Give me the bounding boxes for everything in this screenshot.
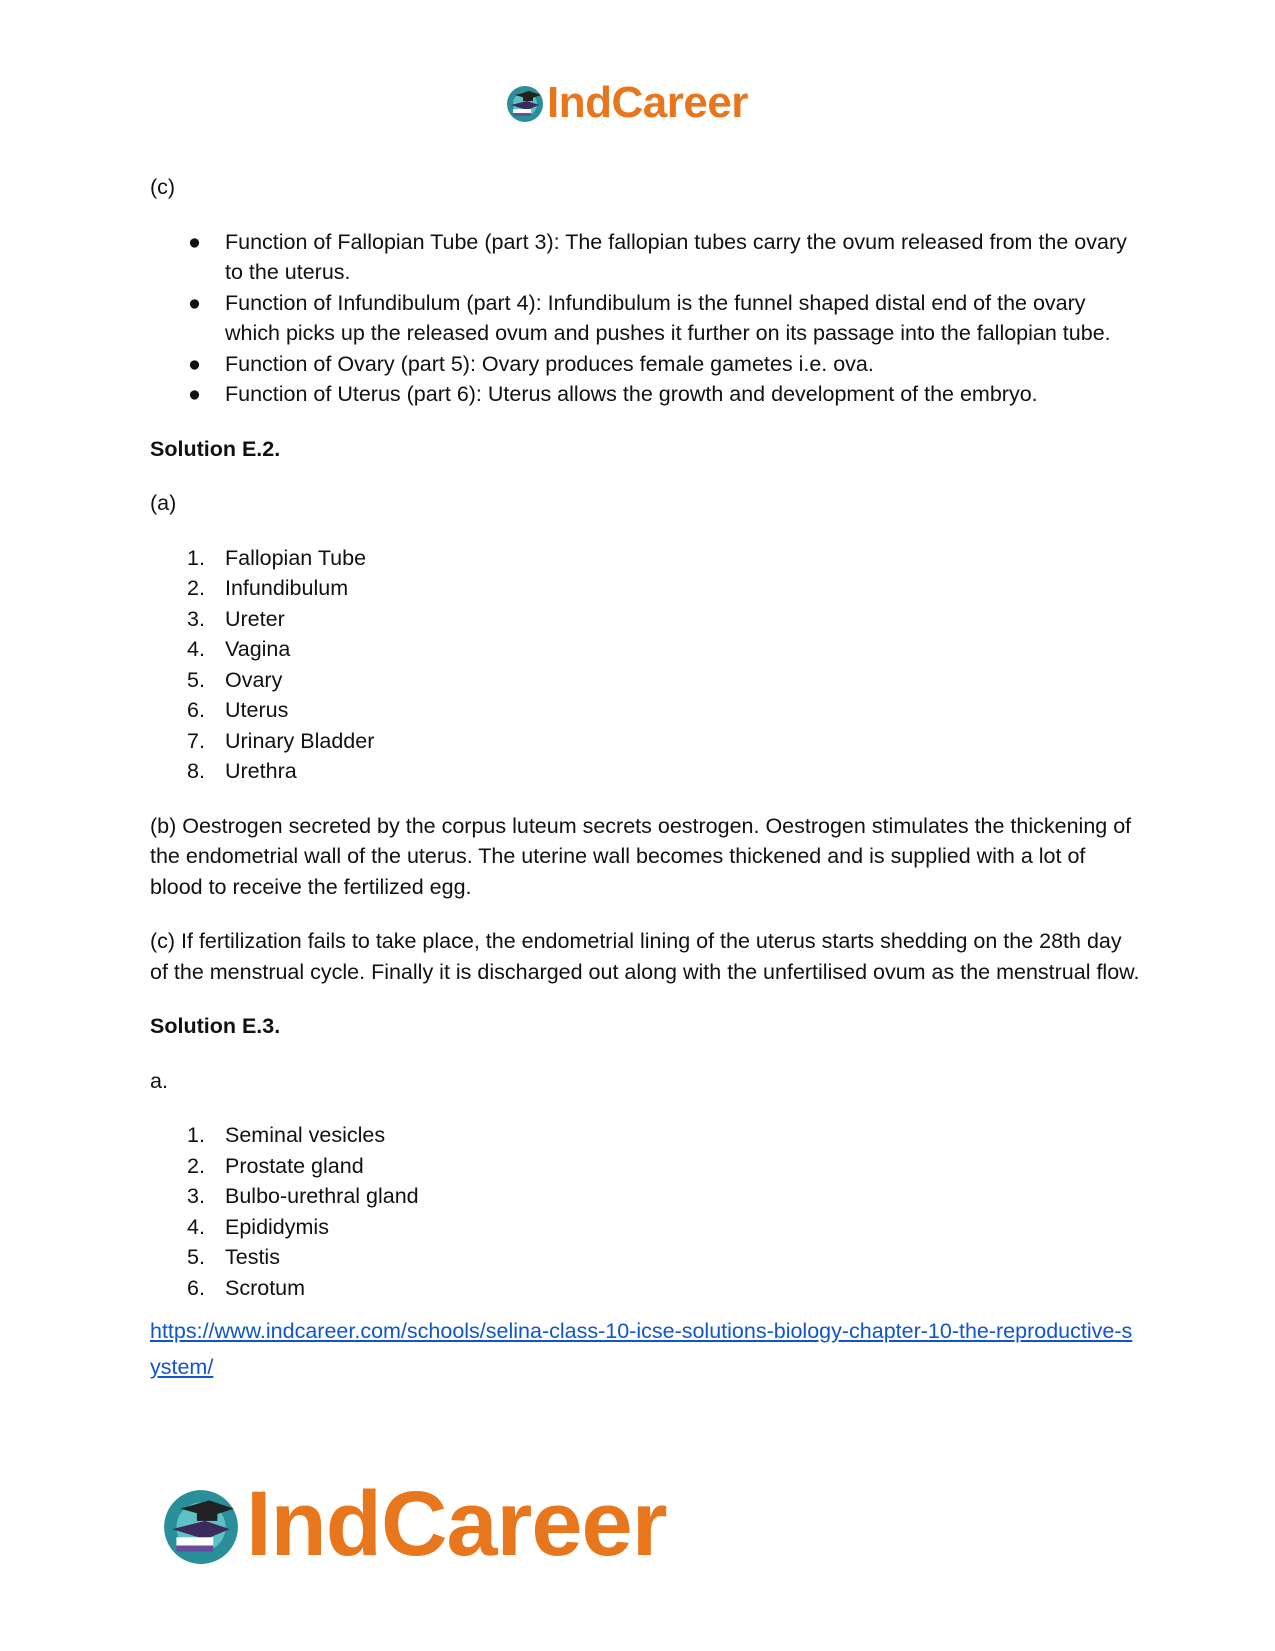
list-item: 5. Testis	[187, 1245, 280, 1269]
list-item: 6. Scrotum	[187, 1275, 306, 1300]
e2-part-a-label: (a)	[150, 491, 177, 515]
list-item: ● Function of Uterus (part 6): Uterus allows the growth and development of the embryo.	[188, 382, 1038, 406]
female-parts-list	[150, 543, 1140, 787]
list-item: 3. Ureter	[187, 606, 285, 631]
solution-e2-heading: Solution E.2.	[150, 436, 281, 461]
part-c-label: (c)	[150, 175, 176, 199]
source-link[interactable]: https://www.indcareer.com/schools/selina-class-10-icse-solutions-biology-chapter-10-the-reproductive-system/	[150, 1319, 1133, 1379]
logo-wordmark: IndCareer	[547, 78, 748, 127]
list-item: ● Function of Ovary (part 5): Ovary produces female gametes i.e. ova.	[188, 351, 874, 376]
e2-part-c-text: (c) If fertilization fails to take place, the endometrial lining of the uterus starts shedding on the 28th day of the menstrual cycle. Finally it is discharged out along with the unfertilised ovum as the menstrual flow.	[150, 929, 1140, 984]
logo-wordmark: IndCareer	[246, 1473, 667, 1575]
e3-part-a-label: a.	[150, 1068, 168, 1093]
e2-part-b-text: (b) Oestrogen secreted by the corpus luteum secrets oestrogen. Oestrogen stimulates the thickening of the endometrial wall of the uterus. The uterine wall becomes thickened and is supplied with a lot of blood to receive the fertilized egg.	[150, 813, 1132, 899]
list-item: 4. Vagina	[187, 637, 291, 661]
indcareer-logo-top	[505, 78, 748, 128]
graduation-cap-book-icon	[160, 1484, 242, 1566]
graduation-cap-book-icon	[505, 83, 545, 123]
list-item: 6. Uterus	[187, 698, 289, 722]
indcareer-logo-bottom	[160, 1472, 667, 1577]
document-body	[150, 172, 1140, 1385]
list-item: ● Function of Fallopian Tube (part 3): The fallopian tubes carry the ovum released from the ovary to the uterus.	[188, 229, 1127, 284]
list-item: 1. Fallopian Tube	[187, 545, 367, 570]
list-item: 5. Ovary	[187, 667, 283, 692]
list-item: 1. Seminal vesicles	[187, 1123, 386, 1147]
list-item: 7. Urinary Bladder	[187, 728, 375, 753]
list-item: 3. Bulbo-urethral gland	[187, 1184, 419, 1208]
list-item: 2. Infundibulum	[187, 576, 349, 600]
list-item: 4. Epididymis	[187, 1214, 329, 1239]
list-item: 8. Urethra	[187, 759, 297, 783]
function-list	[150, 227, 1140, 410]
list-item: 2. Prostate gland	[187, 1153, 364, 1178]
list-item: ● Function of Infundibulum (part 4): Infundibulum is the funnel shaped distal end of the ovary which picks up the released ovum and pushes it further on its passage into the fallopian tube.	[188, 290, 1111, 345]
solution-e3-heading: Solution E.3.	[150, 1014, 281, 1038]
male-parts-list	[150, 1120, 1140, 1303]
